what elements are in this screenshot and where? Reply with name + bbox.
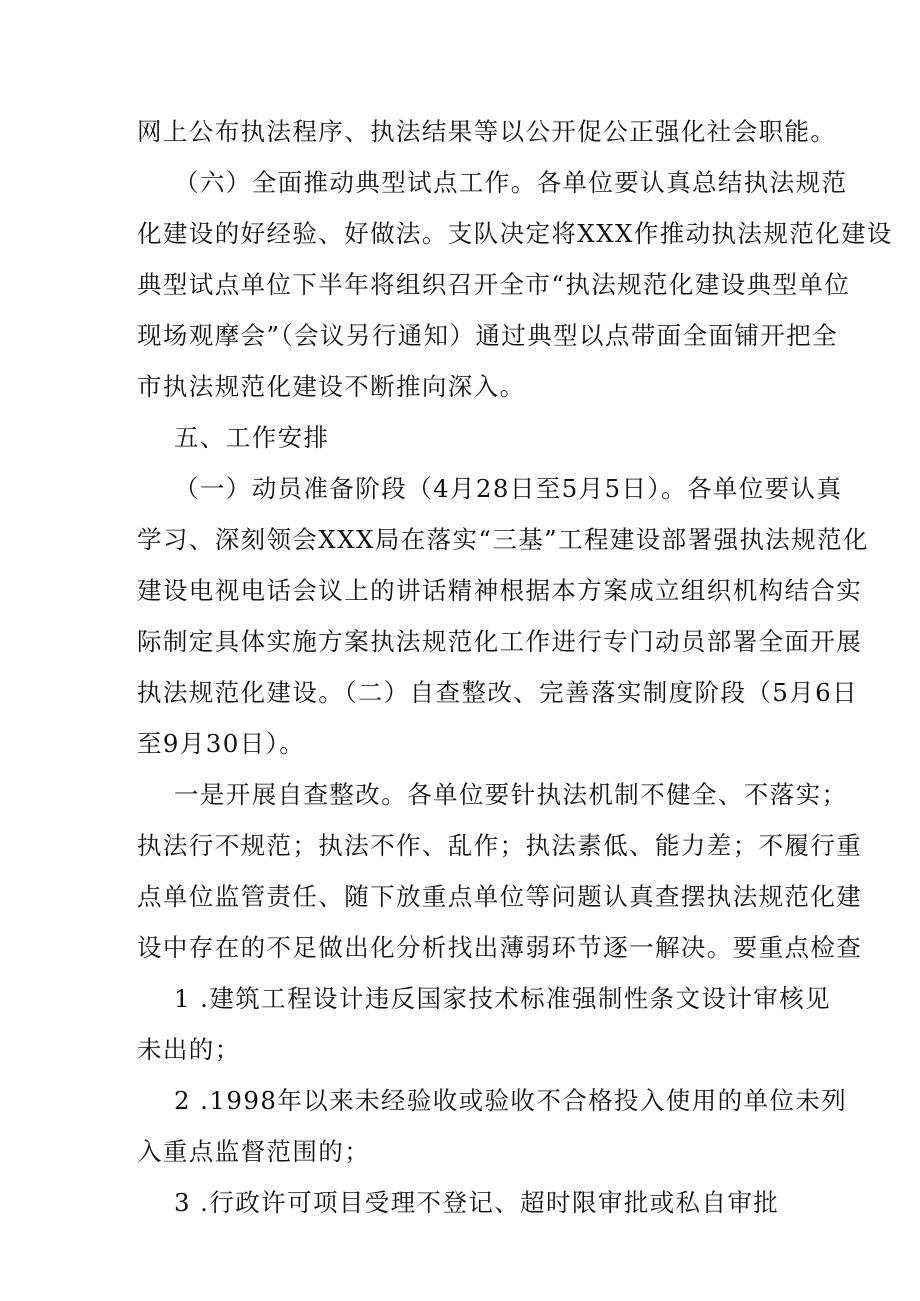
- line-3: 化建设的好经验、好做法。支队决定将XXX作推动执法规范化建设: [137, 219, 893, 248]
- list-item-1-cont: 未出的；: [137, 1035, 241, 1064]
- line-16: 点单位监管责任、随下放重点单位等问题认真查摆执法规范化建: [137, 882, 863, 911]
- line-14: 一是开展自查整改。各单位要针执法机制不健全、不落实；: [174, 780, 848, 809]
- line-1: 网上公布执法程序、执法结果等以公开促公正强化社会职能。: [137, 117, 837, 146]
- line-2: （六）全面推动典型试点工作。各单位要认真总结执法规范: [174, 168, 848, 197]
- line-12: 执法规范化建设。（二）自查整改、完善落实制度阶段（5月6日: [137, 678, 859, 707]
- line-5: 现场观摩会”（会议另行通知）通过典型以点带面全面铺开把全: [137, 321, 838, 350]
- line-17: 设中存在的不足做出化分析找出薄弱环节逐一解决。要重点检查: [137, 933, 863, 962]
- section-heading: 五、工作安排: [174, 423, 330, 452]
- line-4: 典型试点单位下半年将组织召开全市“执法规范化建设典型单位: [137, 270, 851, 299]
- list-item-2: 2 .1998年以来未经验收或验收不合格投入使用的单位未列: [174, 1086, 848, 1115]
- line-15: 执法行不规范；执法不作、乱作；执法素低、能力差；不履行重: [137, 831, 863, 860]
- line-6: 市执法规范化建设不断推向深入。: [137, 372, 526, 401]
- line-10: 建设电视电话会议上的讲话精神根据本方案成立组织机构结合实: [137, 576, 863, 605]
- line-11: 际制定具体实施方案执法规范化工作进行专门动员部署全面开展: [137, 627, 863, 656]
- line-9: 学习、深刻领会XXX局在落实“三基”工程建设部署强执法规范化: [137, 525, 869, 554]
- list-item-2-cont: 入重点监督范围的；: [137, 1137, 371, 1166]
- line-13: 至9月30日）。: [137, 729, 306, 758]
- list-item-3: 3 .行政许可项目受理不登记、超时限审批或私自审批: [174, 1188, 780, 1217]
- list-item-1: 1 .建筑工程设计违反国家技术标准强制性条文设计审核见: [174, 984, 831, 1013]
- line-8: （一）动员准备阶段（4月28日至5月5日）。各单位要认真: [174, 474, 843, 503]
